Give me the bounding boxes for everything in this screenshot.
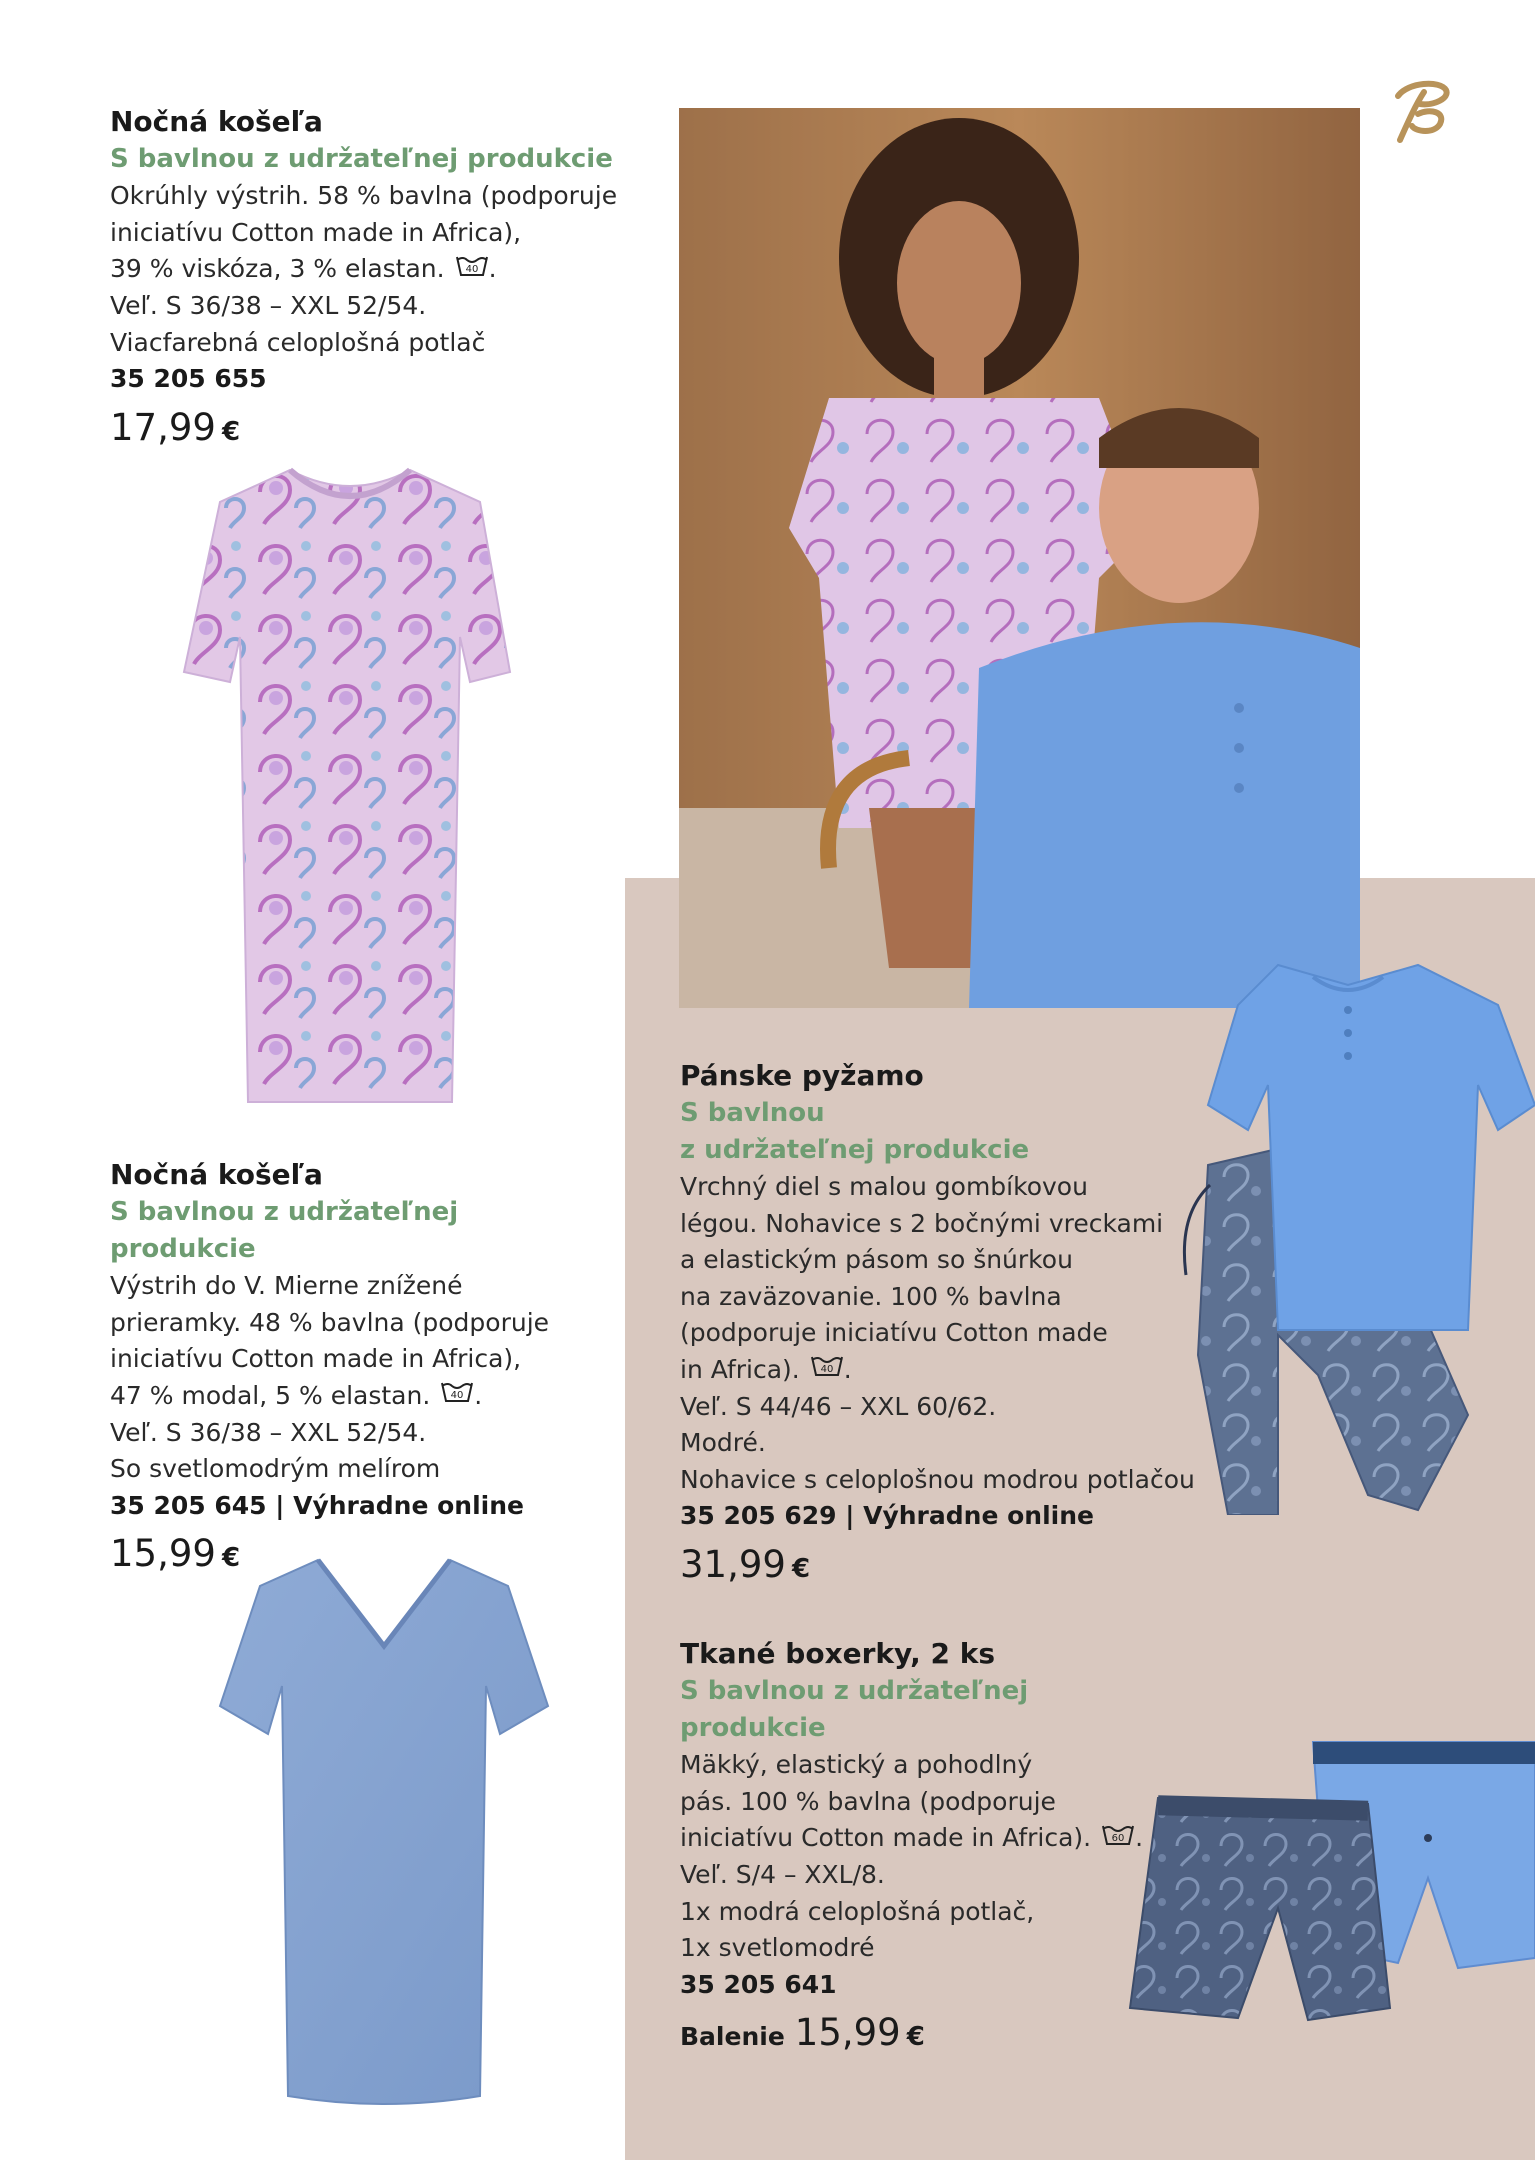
product-desc-line: So svetlomodrým melírom xyxy=(110,1454,441,1484)
product-title: Tkané boxerky, 2 ks xyxy=(680,1637,996,1670)
product-title: Pánske pyžamo xyxy=(680,1059,924,1092)
product-desc-line: Veľ. S/4 – XXL/8. xyxy=(680,1860,885,1890)
svg-text:40: 40 xyxy=(450,1390,464,1402)
product-desc-line: Okrúhly výstrih. 58 % bavlna (podporuje xyxy=(110,181,618,210)
product-price: 15,99 € xyxy=(110,1532,241,1576)
product-title: Nočná košeľa xyxy=(110,1158,323,1191)
wash-symbol-icon xyxy=(455,252,489,289)
product-desc-line: prieramky. 48 % bavlna (podporuje xyxy=(110,1307,550,1337)
product-desc-line: na zaväzovanie. 100 % bavlna xyxy=(680,1281,1062,1311)
product-mens-pyjama xyxy=(680,1057,1200,1593)
product-desc-line: Vrchný diel s malou gombíkovou xyxy=(680,1172,1088,1201)
blue-nightgown-image xyxy=(218,1556,550,2110)
product-desc-line: Mäkký, elastický a pohodlný xyxy=(680,1750,1033,1779)
mens-pyjama-image xyxy=(1168,955,1535,1519)
product-nightgown-blue xyxy=(110,1156,630,1582)
product-desc-line: Výstrih do V. Mierne znížené xyxy=(110,1271,463,1300)
boxer-shorts-image xyxy=(1128,1738,1535,2042)
product-desc-line: iniciatívu Cotton made in Africa), xyxy=(110,1344,522,1373)
product-price: Balenie 15,99 € xyxy=(680,2011,925,2055)
product-desc-line: (podporuje iniciatívu Cotton made xyxy=(680,1318,1108,1347)
product-code: 35 205 655 xyxy=(110,364,267,394)
product-subtitle: produkcie xyxy=(680,1713,826,1743)
product-subtitle: S bavlnou z udržateľnej produkcie xyxy=(110,144,613,174)
brand-logo xyxy=(1390,78,1452,150)
svg-text:40: 40 xyxy=(465,263,478,275)
product-desc-line: Veľ. S 36/38 – XXL 52/54. xyxy=(110,291,427,321)
product-desc-line: iniciatívu Cotton made in Africa), xyxy=(110,217,522,247)
product-subtitle: produkcie xyxy=(110,1234,256,1264)
product-nightgown-paisley xyxy=(110,103,630,456)
product-desc-line: 1x modrá celoplošná potlač, xyxy=(680,1896,1035,1926)
product-subtitle: S bavlnou xyxy=(680,1098,825,1128)
wash-symbol-icon xyxy=(440,1378,474,1415)
product-desc-line: Veľ. S 36/38 – XXL 52/54. xyxy=(110,1417,427,1447)
product-boxers xyxy=(680,1635,1200,2061)
product-code: 35 205 645 | Výhradne online xyxy=(110,1490,524,1520)
product-desc-line: 39 % viskóza, 3 % elastan. 40 . xyxy=(110,251,630,288)
product-subtitle: S bavlnou z udržateľnej xyxy=(110,1197,459,1227)
product-desc-line: Veľ. S 44/46 – XXL 60/62. xyxy=(680,1391,997,1421)
product-desc-line: Nohavice s celoplošnou modrou potlačou xyxy=(680,1464,1195,1494)
product-desc-line: iniciatívu Cotton made in Africa). 60 . xyxy=(680,1820,1200,1857)
couple-in-sleepwear-photo xyxy=(679,108,1360,1008)
product-code: 35 205 641 xyxy=(680,1969,837,1999)
product-desc-line: 47 % modal, 5 % elastan. 40 . xyxy=(110,1378,630,1415)
product-code: 35 205 629 | Výhradne online xyxy=(680,1501,1094,1531)
product-desc-line: a elastickým pásom so šnúrkou xyxy=(680,1245,1073,1274)
product-desc-line: 1x svetlomodré xyxy=(680,1933,875,1963)
wash-symbol-icon xyxy=(810,1352,844,1389)
svg-text:60: 60 xyxy=(1111,1832,1125,1844)
tchibo-coffee-bean-icon xyxy=(1390,78,1452,146)
product-subtitle: S bavlnou z udržateľnej xyxy=(680,1676,1029,1706)
product-desc-line: Modré. xyxy=(680,1428,766,1458)
product-desc-line: pás. 100 % bavlna (podporuje xyxy=(680,1786,1056,1816)
svg-text:40: 40 xyxy=(820,1364,834,1376)
paisley-nightgown-image xyxy=(180,462,520,1108)
product-price: 31,99 € xyxy=(680,1542,811,1586)
product-subtitle: z udržateľnej produkcie xyxy=(680,1135,1030,1165)
product-desc-line: Viacfarebná celoplošná potlač xyxy=(110,327,486,357)
product-desc-line: légou. Nohavice s 2 bočnými vreckami xyxy=(680,1208,1164,1238)
product-price: 17,99 € xyxy=(110,405,241,449)
product-desc-line: in Africa). 40 . xyxy=(680,1352,1200,1389)
product-title: Nočná košeľa xyxy=(110,105,323,138)
